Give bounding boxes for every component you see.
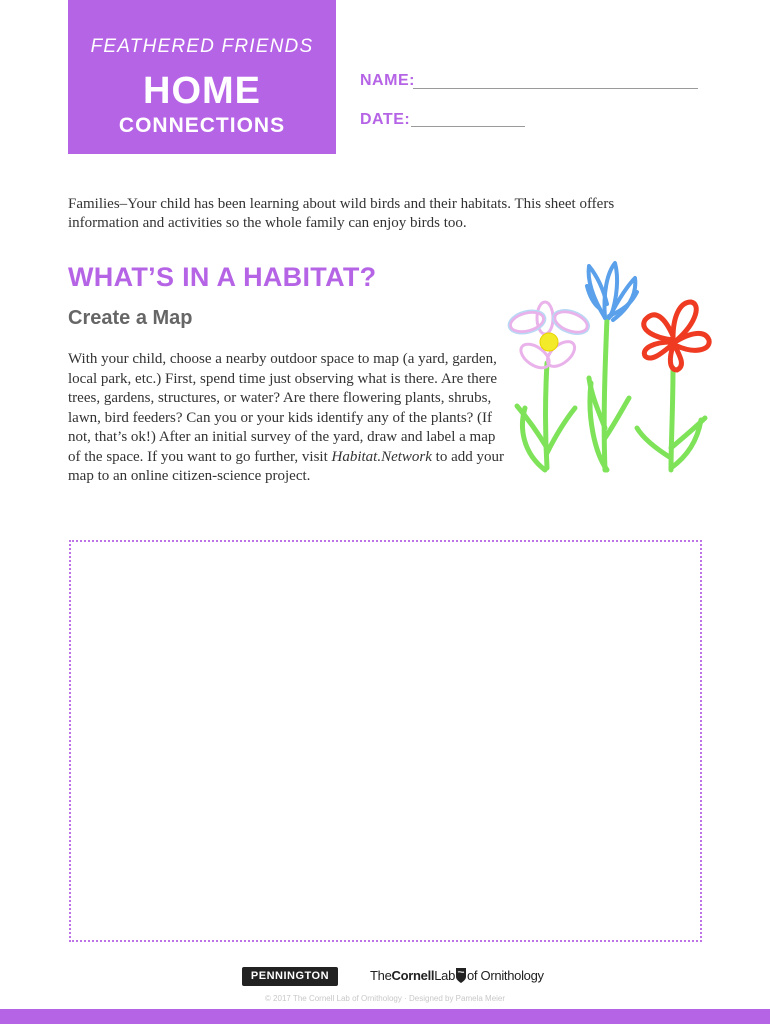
instructions-text-end: to add your map to an online citizen-science project. xyxy=(68,448,504,484)
flower-center xyxy=(540,333,558,351)
series-title: FEATHERED FRIENDS xyxy=(90,36,314,57)
cornell-the: The xyxy=(370,968,392,983)
copyright-notice: © 2017 The Cornell Lab of Ornithology · Designed by Pamela Meier xyxy=(264,994,506,1003)
cornell-lab-logo xyxy=(370,968,544,983)
header-box xyxy=(68,0,336,154)
name-label: NAME: xyxy=(360,72,415,89)
cornell-name: Cornell xyxy=(391,968,435,983)
connections-title: CONNECTIONS xyxy=(118,114,286,137)
instructions-paragraph xyxy=(68,350,506,487)
date-label: DATE: xyxy=(360,111,411,128)
intro-paragraph: Families–Your child has been learning about wild birds and their habitats. This sheet offers information and activities so the whole family can enjoy birds too. xyxy=(68,196,615,231)
red-flower xyxy=(644,302,709,370)
name-field[interactable] xyxy=(413,74,698,89)
blue-flower xyxy=(587,263,637,320)
flower-drawing xyxy=(505,258,715,480)
cornell-lab: Lab xyxy=(434,968,455,983)
home-title: HOME xyxy=(143,70,261,112)
footer-bar xyxy=(0,1009,770,1024)
habitat-network-link[interactable]: Habitat.Network xyxy=(331,448,432,465)
cornell-emblem-icon xyxy=(456,968,466,983)
cornell-of: of Ornithology xyxy=(467,968,544,983)
section-title: WHAT’S IN A HABITAT? xyxy=(68,262,377,292)
instructions-text: With your child, choose a nearby outdoor space to map (a yard, garden, local park, etc.) First, spend time just observing what is there. Are there trees, gardens, structures, or water? Are there flowering plants, shrubs, lawn, bird feeders? Can you or your kids identify any of the plants? (If not, that’s ok!) After an initial survey of the yard, draw and label a map of the space. If you want to go further, visit xyxy=(68,351,498,465)
section-subtitle: Create a Map xyxy=(68,307,193,329)
map-drawing-area[interactable] xyxy=(69,540,702,942)
date-field[interactable] xyxy=(411,112,525,127)
pennington-logo: PENNINGTON xyxy=(242,967,338,986)
